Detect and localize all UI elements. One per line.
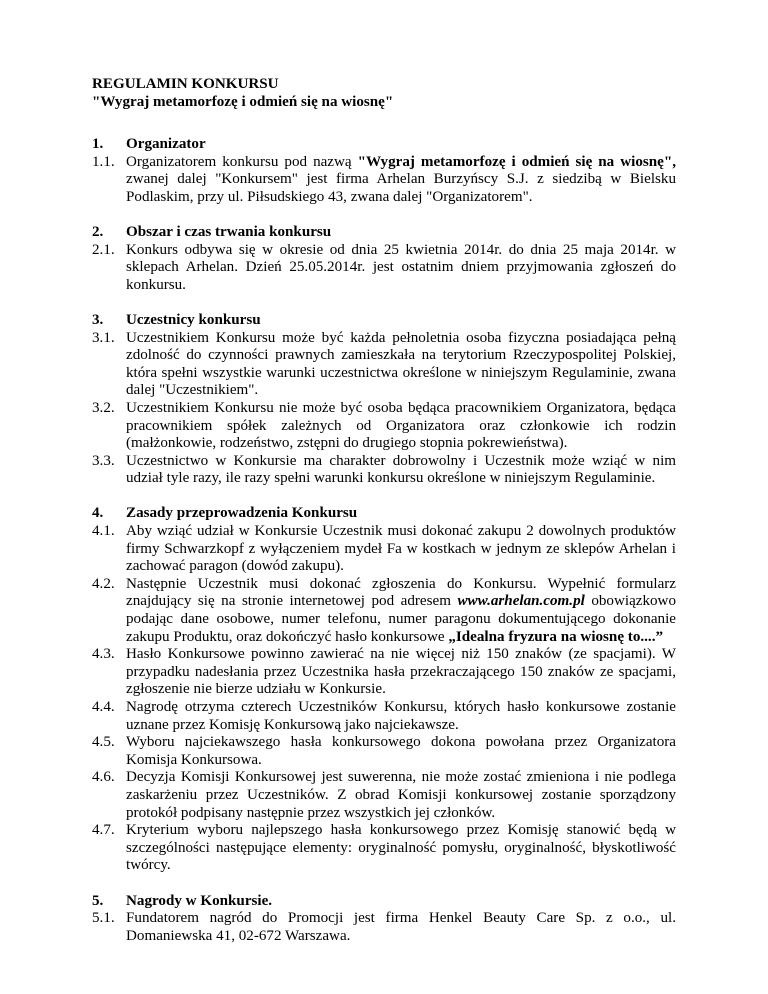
paragraph-text (126, 400, 676, 453)
paragraph (92, 453, 676, 488)
section-number: 1. (92, 136, 104, 152)
section-heading (92, 893, 676, 911)
paragraph-number: 4.3. (92, 646, 115, 663)
paragraph (92, 699, 676, 734)
paragraph-text (126, 453, 676, 488)
paragraph-number: 4.6. (92, 769, 115, 786)
emphasized-text: „Idealna fryzura na wiosnę to....” (448, 628, 664, 645)
section-title: Nagrody w Konkursie. (126, 892, 273, 909)
title-line-1: REGULAMIN KONKURSU (92, 76, 279, 92)
section (92, 893, 676, 946)
title-line-2: "Wygraj metamorfozę i odmień się na wiosnę" (92, 93, 394, 110)
text-run: Kryterium wyboru najlepszego hasła konkursowego przez Komisję stanowić będą w szczególności następujące elementy: oryginalność pomysłu, oryginalność, błyskotliwość twórcy. (126, 822, 676, 874)
section (92, 312, 676, 488)
paragraph (92, 646, 676, 699)
paragraph-text (126, 769, 676, 822)
paragraph-number: 1.1. (92, 153, 115, 170)
section (92, 136, 676, 206)
paragraph-text (126, 242, 676, 295)
text-run: Uczestnictwo w Konkursie ma charakter dobrowolny i Uczestnik może wziąć w nim udział tyle razy, ile razy spełni warunki konkursu określone w niniejszym Regulaminie. (126, 452, 676, 487)
paragraph-text (126, 523, 676, 576)
text-run: Następnie Uczestnik musi dokonać zgłoszenia do Konkursu. Wypełnić formularz znajdujący się na stronie internetowej pod adresem (126, 575, 676, 610)
paragraph-number: 3.3. (92, 452, 115, 469)
paragraph-number: 4.4. (92, 699, 115, 715)
text-run: Decyzja Komisji Konkursowej jest suwerenna, nie może zostać zmieniona i nie podlega zaskarżeniu przez Uczestników. Z obrad Komisji konkursowej zostanie sporządzony protokół podpisany następnie przez wszystkich jej członków. (126, 769, 676, 821)
paragraph-number: 3.1. (92, 329, 115, 346)
section-heading (92, 312, 676, 330)
website-link-text: www.arhelan.com.pl (457, 593, 585, 610)
paragraph-text (126, 822, 676, 875)
section-title: Uczestnicy konkursu (126, 311, 261, 328)
section-number: 5. (92, 892, 104, 909)
section-number: 4. (92, 505, 104, 522)
paragraph-number: 4.7. (92, 822, 115, 839)
text-run: Uczestnikiem Konkursu może być każda pełnoletnia osoba fizyczna posiadająca pełną zdolność do czynności prawnych zamieszkała na terytorium Rzeczypospolitej Polskiej, która spełni wszystkie warunki uczestnictwa określone w niniejszym Regulaminie, zwana dalej "Uczestnikiem". (126, 329, 676, 399)
paragraph-text (126, 646, 676, 699)
paragraph (92, 910, 676, 945)
text-run: Konkurs odbywa się w okresie od dnia 25 kwietnia 2014r. do dnia 25 maja 2014r. w sklepach Arhelan. Dzień 25.05.2014r. jest ostatnim dniem przyjmowania zgłoszeń do konkursu. (126, 241, 676, 293)
regulations-body (92, 136, 676, 963)
paragraph-number: 2.1. (92, 241, 115, 258)
paragraph (92, 523, 676, 576)
text-run: Uczestnikiem Konkursu nie może być osoba będąca pracownikiem Organizatora, będąca pracownikiem spółek zależnych od Organizatora oraz członkowie ich rodzin (małżonkowie, rodzeństwo, zstępni do drugiego stopnia pokrewieństwa). (126, 399, 676, 452)
paragraph-text (126, 734, 676, 769)
paragraph (92, 242, 676, 295)
text-run: Wyboru najciekawszego hasła konkursowego dokona powołana przez Organizatora Komisja Konkursowa. (126, 734, 676, 768)
emphasized-text: "Wygraj metamorfozę i odmień się na wiosnę", (357, 153, 676, 170)
paragraph-number: 4.1. (92, 523, 115, 540)
text-run: Nagrodę otrzyma czterech Uczestników Konkursu, których hasło konkursowe zostanie uznane przez Komisję Konkursową jako najciekawsze. (126, 699, 676, 733)
paragraph (92, 154, 676, 207)
text-run: Fundatorem nagród do Promocji jest firma Henkel Beauty Care Sp. z o.o., ul. Domaniewska 41, 02-672 Warszawa. (126, 910, 676, 944)
paragraph (92, 576, 676, 646)
paragraph (92, 400, 676, 453)
section-title: Organizator (126, 136, 206, 152)
section (92, 224, 676, 294)
document-title (92, 76, 393, 111)
paragraph-text (126, 910, 676, 945)
section-title: Zasady przeprowadzenia Konkursu (126, 505, 358, 522)
section (92, 505, 676, 874)
paragraph-text (126, 576, 676, 646)
paragraph-text (126, 699, 676, 734)
paragraph (92, 769, 676, 822)
text-run: Hasło Konkursowe powinno zawierać na nie więcej niż 150 znaków (ze spacjami). W przypadku nadesłania przez Uczestnika hasła przekraczającego 150 znaków ze spacjami, zgłoszenie nie bierze udziału w Konkursie. (126, 646, 676, 698)
section-heading (92, 136, 676, 154)
text-run: Organizatorem konkursu pod nazwą (126, 153, 358, 170)
text-run: Aby wziąć udział w Konkursie Uczestnik musi dokonać zakupu 2 dowolnych produktów firmy Schwarzkopf z wyłączeniem mydeł Fa w kostkach w jednym ze sklepów Arhelan i zachować paragon (dowód zakupu). (126, 523, 676, 575)
paragraph-number: 5.1. (92, 910, 115, 927)
section-number: 2. (92, 223, 104, 240)
text-run: zwanej dalej "Konkursem" jest firma Arhelan Burzyńscy S.J. z siedzibą w Bielsku Podlaskim, przy ul. Piłsudskiego 43, zwana dalej "Organizatorem". (126, 171, 676, 205)
paragraph-text (126, 154, 676, 207)
text-run: obowiązkowo podając dane osobowe, numer telefonu, numer paragonu dokumentującego dokonanie zakupu Produktu, oraz dokończyć hasło konkursowe (126, 593, 677, 645)
section-title: Obszar i czas trwania konkursu (126, 223, 332, 240)
section-heading (92, 224, 676, 242)
paragraph (92, 330, 676, 400)
section-number: 3. (92, 311, 104, 328)
paragraph-number: 3.2. (92, 399, 115, 416)
paragraph (92, 822, 676, 875)
paragraph-number: 4.5. (92, 734, 115, 751)
paragraph (92, 734, 676, 769)
section-heading (92, 505, 676, 523)
paragraph-number: 4.2. (92, 575, 115, 592)
paragraph-text (126, 330, 676, 400)
